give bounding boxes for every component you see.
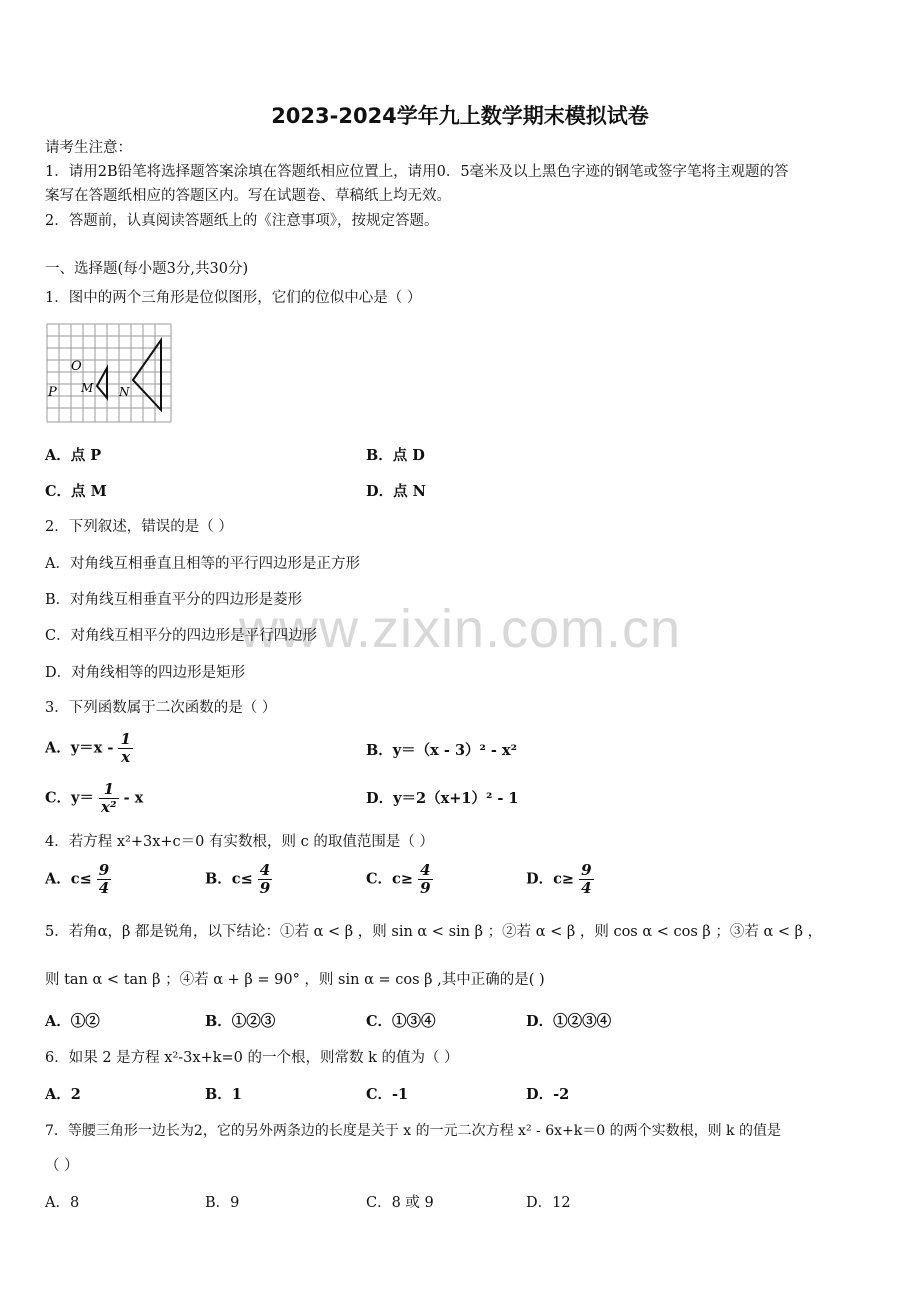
q3-c-numerator: 1 [103,780,114,798]
q4-c-denominator: 9 [420,879,431,897]
q3-c-suffix: - x [123,789,144,807]
q1-option-b: B．点 D [366,447,425,464]
q4-a-fraction [97,862,111,897]
q4-a-numerator: 9 [98,861,110,879]
q3-c-denominator: x² [101,798,117,816]
q1-option-a: A．点 P [45,447,102,464]
q4-option-b [205,862,272,897]
q6-option-a: A．2 [45,1086,81,1103]
q5-stem-line-1: 5．若角α，β 都是锐角，以下结论：①若 α < β ，则 sin α < sin β ；②若 α < β ，则 cos α < cos β ；③若 α < β ， [45,924,823,940]
q3-a-denominator: x [118,748,132,766]
q4-b-numerator: 4 [259,861,271,879]
q4-c-fraction [418,862,432,897]
q4-d-fraction [579,862,593,897]
q1-stem: 1．图中的两个三角形是位似图形，它们的位似中心是（ ） [45,290,422,306]
q7-option-a: A．8 [45,1195,80,1211]
q4-c-numerator: 4 [420,861,431,879]
q3-option-c [45,781,143,816]
notice-line-3: 2．答题前，认真阅读答题纸上的《注意事项》，按规定答题。 [45,213,439,229]
q3-c-fraction [99,781,119,816]
q5-stem-line-2: 则 tan α < tan β ；④若 α + β = 90° ，则 sin α = cos β ,其中正确的是( ) [45,972,545,988]
q1-option-d: D．点 N [366,483,426,500]
q3-c-prefix: C．y＝ [45,789,94,807]
q4-a-prefix: A．c≤ [45,870,92,888]
notice-line-2: 案写在答题纸相应的答题区内。写在试题卷、草稿纸上均无效。 [45,188,451,204]
q4-a-denominator: 4 [98,879,110,897]
notice-heading: 请考生注意： [45,140,132,156]
q3-option-a [45,731,133,766]
q7-stem-line-1: 7．等腰三角形一边长为2，它的另外两条边的长度是关于 x 的一元二次方程 x² - 6x+k＝0 的两个实数根，则 k 的值是 [45,1123,781,1139]
q4-d-numerator: 9 [581,861,592,879]
q2-option-c: C．对角线互相平分的四边形是平行四边形 [45,628,318,644]
q5-option-c: C．①③④ [366,1013,436,1030]
page-title: 2023-2024学年九上数学期末模拟试卷 [271,104,649,128]
q4-stem: 4．若方程 x²+3x+c＝0 有实数根，则 c 的取值范围是（ ） [45,834,434,850]
homothety-figure [45,322,173,424]
q3-a-numerator: 1 [120,730,131,748]
label-m: M [81,381,94,395]
q5-option-a: A．①② [45,1013,100,1030]
large-triangle [133,340,161,410]
q2-option-d: D．对角线相等的四边形是矩形 [45,665,246,681]
q7-stem-line-2: （ ） [45,1158,79,1174]
q4-b-prefix: B．c≤ [205,870,253,888]
q6-option-c: C．-1 [366,1086,409,1103]
q7-option-d: D．12 [526,1195,571,1211]
q4-option-d [526,862,594,897]
q3-option-b: B．y＝（x - 3）² - x² [366,742,517,759]
q4-d-prefix: D．c≥ [526,870,575,888]
label-n: N [119,385,130,399]
q6-stem: 6．如果 2 是方程 x²-3x+k=0 的一个根，则常数 k 的值为（ ） [45,1050,459,1066]
q1-option-c: C．点 M [45,483,107,500]
section-heading: 一、选择题(每小题3分,共30分) [45,261,249,277]
q6-option-b: B．1 [205,1086,242,1103]
q4-option-a [45,862,111,897]
q3-stem: 3．下列函数属于二次函数的是（ ） [45,700,277,716]
q3-option-d: D．y＝2（x+1）² - 1 [366,790,519,807]
q6-option-d: D．-2 [526,1086,570,1103]
q3-a-prefix: A．y＝x - [45,739,114,757]
grid-lines [47,324,171,422]
notice-line-1: 1．请用2B铅笔将选择题答案涂填在答题纸相应位置上，请用0．5毫米及以上黑色字迹的钢笔或签字笔将主观题的答 [45,164,789,180]
q7-option-c: C．8 或 9 [366,1195,434,1211]
q2-stem: 2．下列叙述，错误的是（ ） [45,519,233,535]
q2-option-b: B．对角线互相垂直平分的四边形是菱形 [45,592,303,608]
q4-b-denominator: 9 [259,879,271,897]
q3-a-fraction [118,731,132,766]
q4-d-denominator: 4 [581,879,592,897]
q2-option-a: A．对角线互相垂直且相等的平行四边形是正方形 [45,556,360,572]
q5-option-d: D．①②③④ [526,1013,612,1030]
q5-option-b: B．①②③ [205,1013,276,1030]
q7-option-b: B．9 [205,1195,240,1211]
label-p: P [48,385,57,400]
q4-c-prefix: C．c≥ [366,870,414,888]
label-o: O [71,359,82,374]
q4-b-fraction [258,862,272,897]
watermark: www.zixin.com.cn [238,599,682,659]
q4-option-c [366,862,433,897]
